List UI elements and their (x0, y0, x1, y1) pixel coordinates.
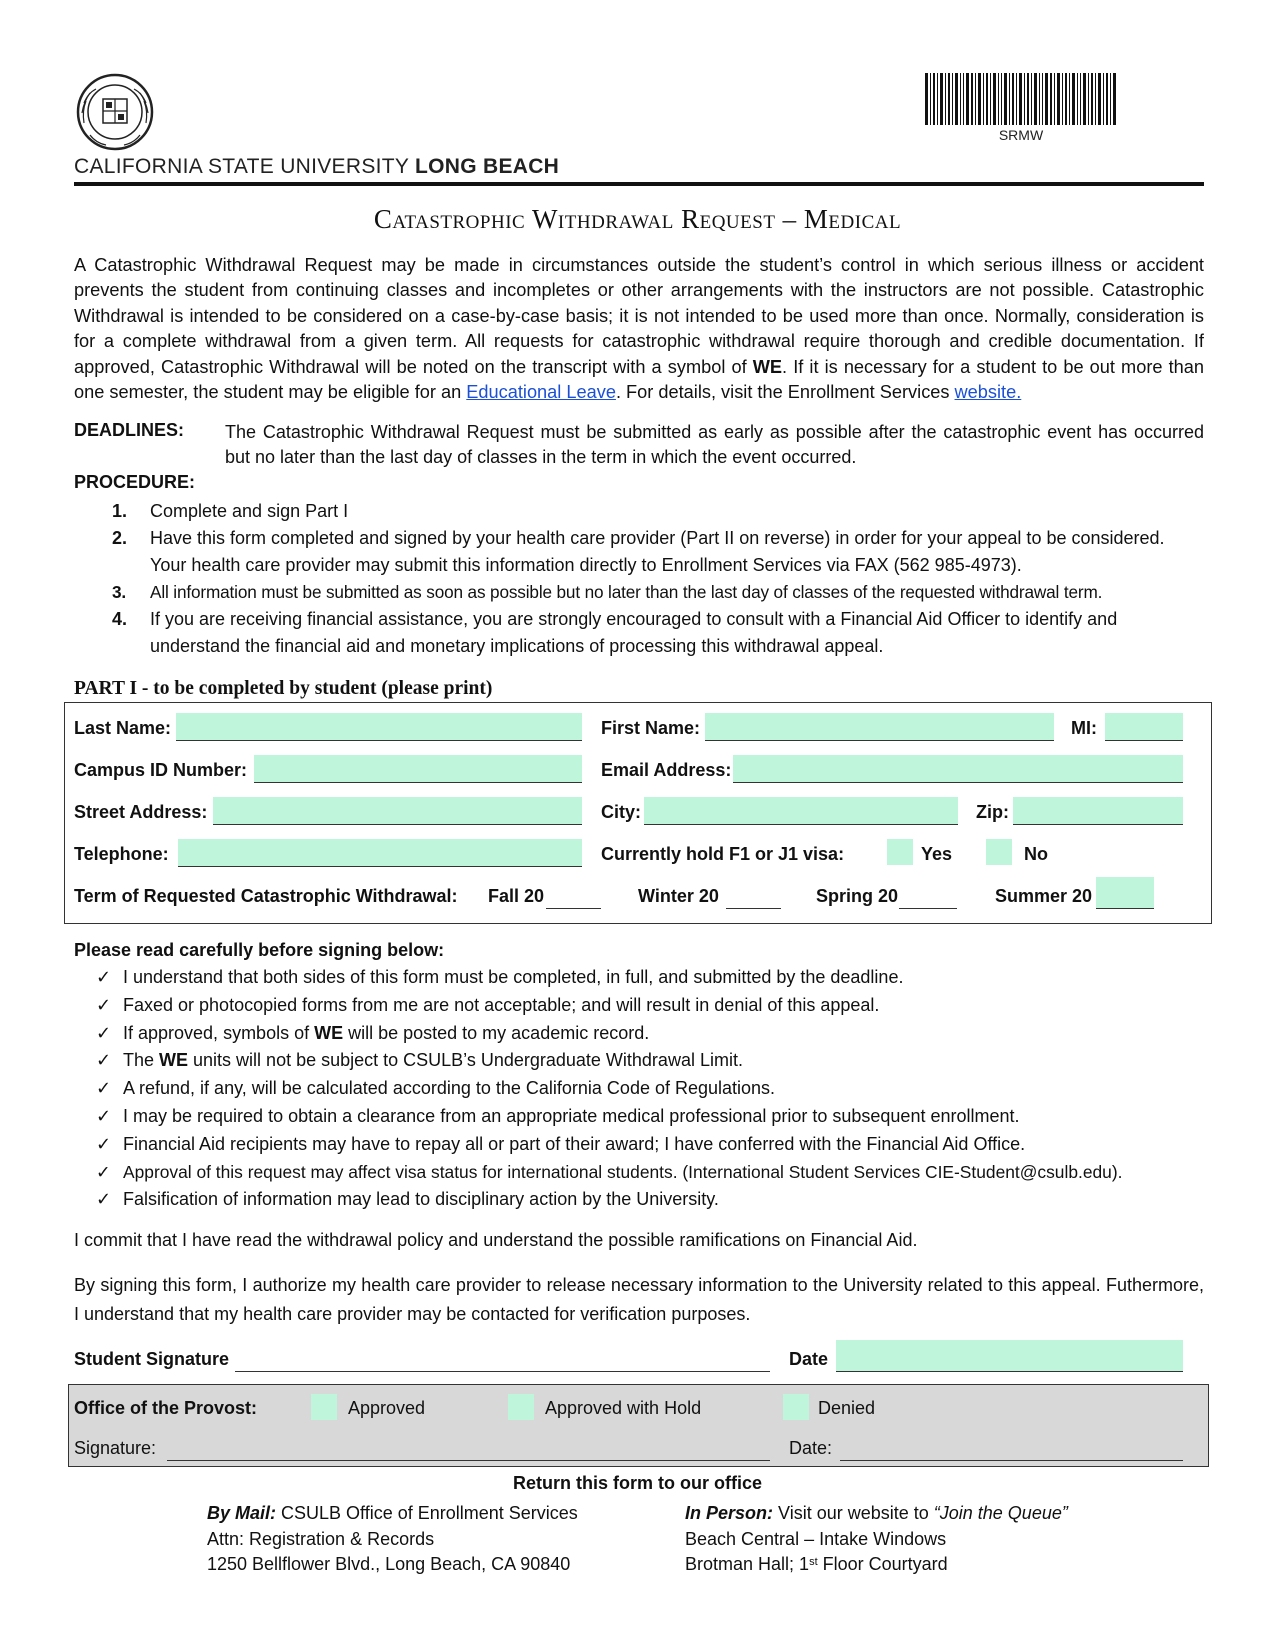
fall-year-field[interactable] (546, 881, 601, 909)
date-label: Date (789, 1349, 829, 1369)
provost-date-field[interactable] (840, 1433, 1183, 1461)
checkmark-icon: ✓ (96, 1189, 112, 1210)
campus-id-label: Campus ID Number: (74, 760, 248, 780)
winter-label: Winter 20 (638, 886, 719, 906)
telephone-field[interactable] (178, 839, 582, 867)
authorization-statement: By signing this form, I authorize my health care provider to release necessary information to the University related to this appeal. Futhermore, I understand that my health care provider may be contacted for verification purposes. (74, 1275, 1204, 1324)
header-rule (74, 182, 1204, 186)
acknowledgement-item: ✓ The WE units will not be subject to CSULB’s Undergraduate Withdrawal Limit. (96, 1047, 1216, 1075)
deadlines-text: The Catastrophic Withdrawal Request must be submitted as early as possible after the catastrophic event has occurred but no later than the last day of classes in the term in which the event occurred. (225, 422, 1204, 468)
procedure-steps (110, 498, 1204, 660)
city-field[interactable] (644, 797, 958, 825)
winter-year-field[interactable] (726, 881, 781, 909)
last-name-field[interactable] (176, 713, 582, 741)
checkmark-icon: ✓ (96, 994, 112, 1015)
first-name-label: First Name: (601, 718, 701, 738)
street-address-label: Street Address: (74, 802, 208, 822)
barcode-icon (925, 73, 1117, 125)
mail-address: By Mail: CSULB Office of Enrollment Services Attn: Registration & Records 1250 Bellflower Blvd., Long Beach, CA 90840 (207, 1503, 578, 1575)
part1-heading: PART I - to be completed by student (please print) (74, 678, 493, 699)
checkmark-icon: ✓ (96, 1050, 112, 1071)
visa-no-label: No (1024, 844, 1048, 864)
form-title: Catastrophic Withdrawal Request – Medical (373, 204, 902, 234)
commit-statement: I commit that I have read the withdrawal policy and understand the possible ramifications on Financial Aid. (74, 1230, 918, 1250)
first-name-field[interactable] (705, 713, 1054, 741)
enrollment-services-website-link[interactable]: website. (954, 382, 1022, 403)
acknowledgement-item: ✓ I may be required to obtain a clearance from an appropriate medical professional prior to subsequent enrollment. (96, 1103, 1216, 1131)
checkmark-icon: ✓ (96, 1161, 111, 1182)
spring-year-field[interactable] (899, 881, 957, 909)
university-name: CALIFORNIA STATE UNIVERSITY LONG BEACH (74, 155, 560, 178)
campus-id-field[interactable] (254, 755, 582, 783)
checkmark-icon: ✓ (96, 1133, 112, 1154)
acknowledgement-item: ✓ Approval of this request may affect visa status for international students. (International Student Services CIE-Student@csulb.edu). (96, 1159, 1216, 1187)
provost-date-label: Date: (789, 1438, 833, 1458)
intro-paragraph: A Catastrophic Withdrawal Request may be made in circumstances outside the student’s control in which serious illness or accident prevents the student from continuing classes and incompletes or other arrangements with the instructors are not possible. Catastrophic Withdrawal is intended to be considered on a case-by-case basis; it is not intended to be used more than once. Normally, consideration is for a complete withdrawal from a given term. All requests for catastrophic withdrawal require thorough and credible documentation. If approved, Catastrophic Withdrawal will be noted on the transcript with a symbol of WE. If it is necessary for a student to be out more than one semester, the student may be eligible for an Educational Leave. For details, visit the Enrollment Services website. (74, 255, 1204, 403)
term-label: Term of Requested Catastrophic Withdrawal: (74, 886, 458, 906)
telephone-label: Telephone: (74, 844, 169, 864)
provost-signature-field[interactable] (167, 1433, 770, 1461)
acknowledgement-item: ✓ If approved, symbols of WE will be posted to my academic record. (96, 1020, 1216, 1048)
university-seal-icon (76, 73, 154, 151)
acknowledgement-item: ✓ Falsification of information may lead to disciplinary action by the University. (96, 1186, 1216, 1214)
street-address-field[interactable] (213, 797, 582, 825)
checkmark-icon: ✓ (96, 1105, 112, 1126)
denied-label: Denied (818, 1398, 876, 1418)
city-label: City: (601, 802, 641, 822)
procedure-label: PROCEDURE: (74, 472, 196, 492)
visa-no-checkbox[interactable] (986, 839, 1012, 865)
acknowledgement-item: ✓ I understand that both sides of this form must be completed, in full, and submitted by the deadline. (96, 964, 1216, 992)
approved-checkbox[interactable] (311, 1394, 337, 1420)
mi-label: MI: (1071, 718, 1097, 738)
return-heading: Return this form to our office (513, 1473, 762, 1493)
acknowledgement-item: ✓ Financial Aid recipients may have to repay all or part of their award; I have conferred with the Financial Aid Office. (96, 1131, 1216, 1159)
mi-field[interactable] (1105, 713, 1183, 741)
procedure-step: 4. If you are receiving financial assistance, you are strongly encouraged to consult with a Financial Aid Officer to identify and understand the financial aid and monetary implications of processing this withdrawal appeal. (112, 609, 1118, 656)
summer-label: Summer 20 (995, 886, 1093, 906)
checkmark-icon: ✓ (96, 1078, 112, 1099)
provost-label: Office of the Provost: (74, 1398, 258, 1418)
approved-with-hold-checkbox[interactable] (508, 1394, 534, 1420)
barcode-code: SRMW (998, 127, 1044, 143)
read-carefully-heading: Please read carefully before signing below: (74, 940, 445, 960)
approved-label: Approved (348, 1398, 426, 1418)
fall-label: Fall 20 (488, 886, 545, 906)
date-field[interactable] (836, 1340, 1183, 1372)
procedure-step: 2. Have this form completed and signed by your health care provider (Part II on reverse) in order for your appeal to be considered. Your health care provider may submit this information directly to Enrollment Services via FAX (562 985-4973). (112, 528, 1165, 575)
visa-yes-label: Yes (921, 844, 953, 864)
summer-year-field[interactable] (1096, 877, 1154, 909)
checkmark-icon: ✓ (96, 1022, 112, 1043)
educational-leave-link[interactable]: Educational Leave (466, 382, 616, 403)
checkmark-icon: ✓ (96, 967, 112, 987)
student-signature-field[interactable] (235, 1344, 770, 1372)
email-field[interactable] (733, 755, 1183, 783)
deadlines-label: DEADLINES: (74, 420, 185, 440)
spring-label: Spring 20 (816, 886, 899, 906)
in-person-address: In Person: Visit our website to “Join the Queue” Beach Central – Intake Windows Brotman Hall; 1st Floor Courtyard (685, 1503, 1068, 1575)
student-signature-label: Student Signature (74, 1349, 230, 1369)
zip-label: Zip: (976, 802, 1009, 822)
visa-yes-checkbox[interactable] (887, 839, 913, 865)
acknowledgement-item: ✓ A refund, if any, will be calculated according to the California Code of Regulations. (96, 1075, 1216, 1103)
denied-checkbox[interactable] (783, 1394, 809, 1420)
procedure-step: 1. Complete and sign Part I (112, 501, 349, 521)
email-label: Email Address: (601, 760, 732, 780)
acknowledgement-item: ✓ Faxed or photocopied forms from me are not acceptable; and will result in denial of this appeal. (96, 992, 1216, 1020)
approved-with-hold-label: Approved with Hold (545, 1398, 702, 1418)
provost-signature-label: Signature: (74, 1438, 157, 1458)
zip-field[interactable] (1013, 797, 1183, 825)
acknowledgement-list (96, 964, 1216, 1214)
last-name-label: Last Name: (74, 718, 172, 738)
procedure-step: 3. All information must be submitted as soon as possible but no later than the last day of classes of the requested withdrawal term. (112, 582, 1103, 602)
visa-label: Currently hold F1 or J1 visa: (601, 844, 845, 864)
